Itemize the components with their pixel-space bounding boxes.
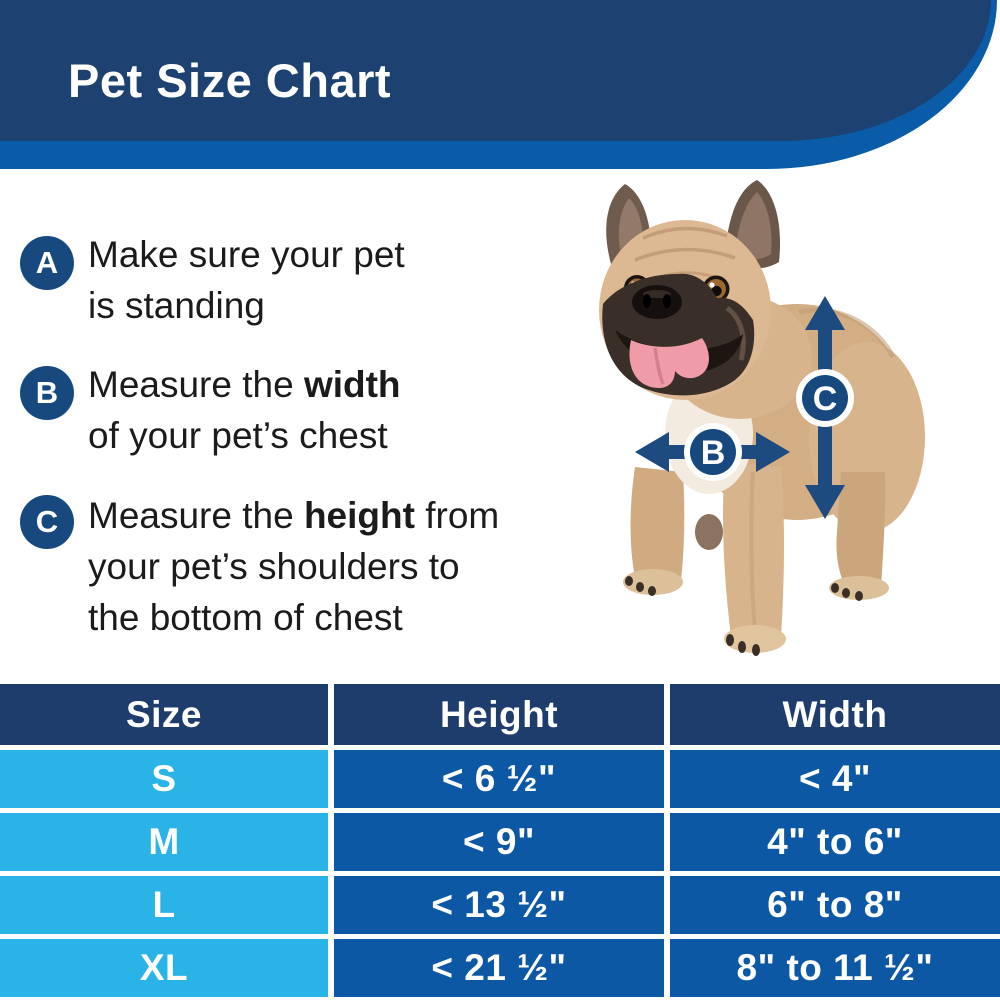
row-s-width: < 4"	[670, 750, 1000, 808]
step-c-badge	[20, 495, 74, 549]
width-badge-letter: B	[700, 434, 726, 472]
step-a-line1: Make sure your pet	[88, 234, 405, 275]
step-c-line1: Measure the height from	[88, 495, 500, 536]
dog-head	[599, 220, 771, 400]
height-badge-letter: C	[812, 380, 838, 418]
size-table	[0, 684, 1000, 997]
step-a-letter: A	[35, 245, 59, 280]
step-b-line1: Measure the width	[88, 364, 401, 405]
step-a-badge	[20, 236, 74, 290]
dog-nose	[632, 285, 682, 319]
step-c-letter: C	[35, 504, 59, 539]
step-a-text	[88, 229, 405, 331]
dog-hind-left-paw	[695, 514, 723, 550]
row-s-size: S	[0, 750, 328, 808]
step-b-badge	[20, 366, 74, 420]
step-b-line2: of your pet’s chest	[88, 415, 388, 456]
row-m-width: 4" to 6"	[670, 813, 1000, 871]
page-title: Pet Size Chart	[68, 54, 392, 107]
header-banner	[0, 0, 991, 141]
column-header-size: Size	[0, 684, 328, 745]
step-c-line2: your pet’s shoulders to	[88, 546, 460, 587]
dog-front-right-leg	[723, 462, 786, 656]
column-header-width: Width	[670, 684, 1000, 745]
dog-front-left-leg	[623, 467, 684, 596]
column-header-height: Height	[334, 684, 664, 745]
row-m-size: M	[0, 813, 328, 871]
width-badge	[684, 423, 742, 481]
step-c-line3: the bottom of chest	[88, 597, 403, 638]
step-c-text	[88, 490, 499, 643]
step-b-letter: B	[35, 375, 59, 410]
dog-photo	[585, 172, 935, 672]
row-xl-width: 8" to 11 ½"	[670, 939, 1000, 997]
step-b-text	[88, 359, 401, 461]
row-l-width: 6" to 8"	[670, 876, 1000, 934]
row-m-height: < 9"	[334, 813, 664, 871]
row-xl-height: < 21 ½"	[334, 939, 664, 997]
row-l-height: < 13 ½"	[334, 876, 664, 934]
height-badge	[796, 369, 854, 427]
row-s-height: < 6 ½"	[334, 750, 664, 808]
row-l-size: L	[0, 876, 328, 934]
step-a-line2: is standing	[88, 285, 265, 326]
row-xl-size: XL	[0, 939, 328, 997]
